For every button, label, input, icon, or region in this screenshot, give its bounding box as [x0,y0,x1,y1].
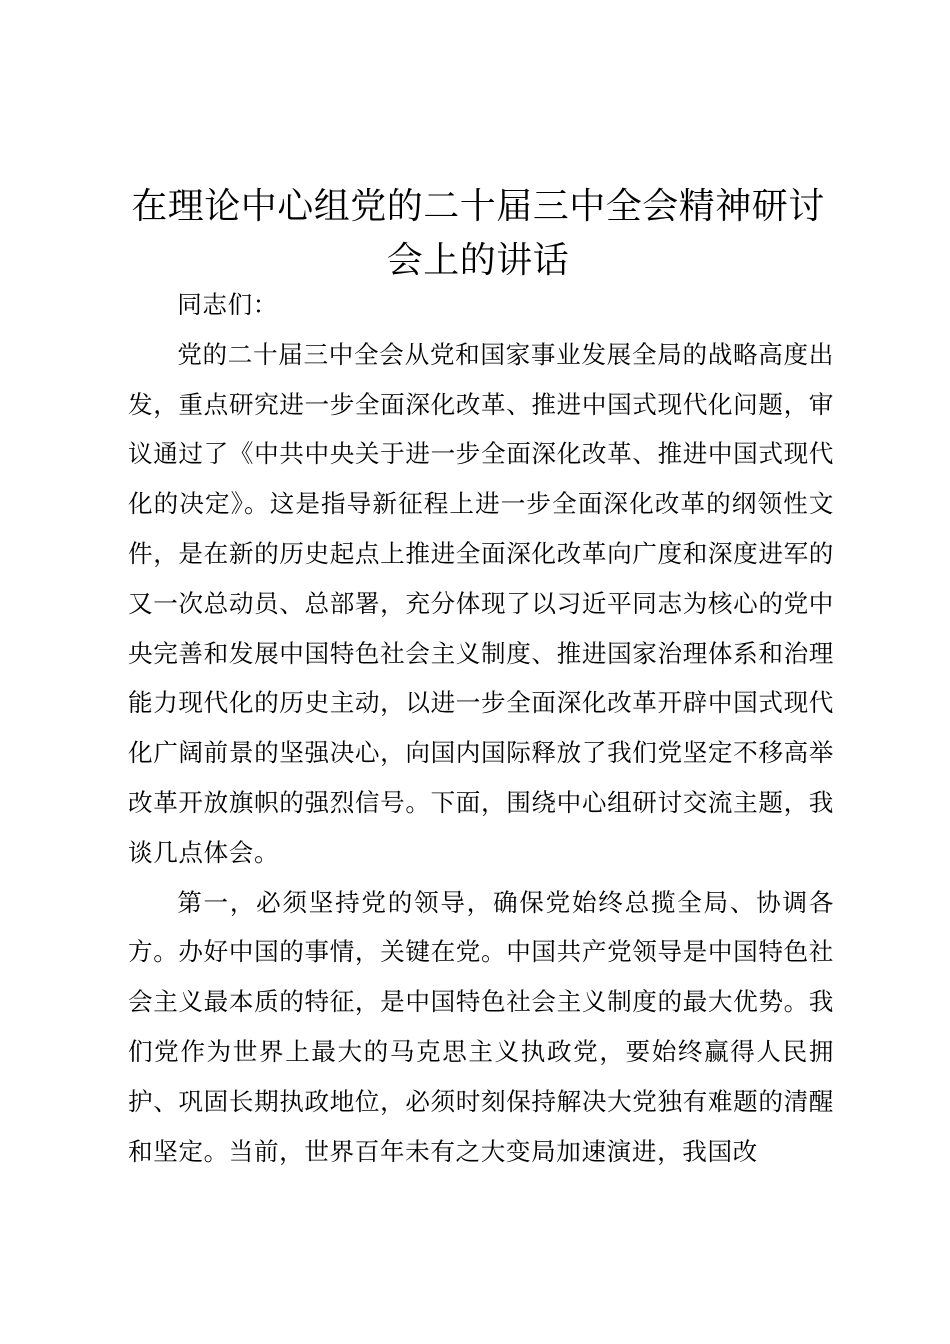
document-body [128,280,834,1176]
document-title: 在理论中心组党的二十届三中全会精神研讨会上的讲话 [131,186,825,281]
paragraph-2: 第一，必须坚持党的领导，确保党始终总揽全局、协调各方。办好中国的事情，关键在党。中国共产党领导是中国特色社会主义最本质的特征，是中国特色社会主义制度的最大优势。我们党作为世界上最大的马克思主义执政党，要始终赢得人民拥护、巩固长期执政地位，必须时刻保持解决大党独有难题的清醒和坚定。当前，世界百年未有之大变局加速演进，我国改 [128,887,834,1166]
paragraph-1: 党的二十届三中全会从党和国家事业发展全局的战略高度出发，重点研究进一步全面深化改革、推进中国式现代化问题，审议通过了《中共中央关于进一步全面深化改革、推进中国式现代化的决定》。这是指导新征程上进一步全面深化改革的纲领性文件，是在新的历史起点上推进全面深化改革向广度和深度进军的又一次总动员、总部署，充分体现了以习近平同志为核心的党中央完善和发展中国特色社会主义制度、推进国家治理体系和治理能力现代化的历史主动，以进一步全面深化改革开辟中国式现代化广阔前景的坚强决心，向国内国际释放了我们党坚定不移高举改革开放旗帜的强烈信号。下面，围绕中心组研讨交流主题，我谈几点体会。 [128,339,834,867]
salutation: 同志们： [177,290,278,319]
